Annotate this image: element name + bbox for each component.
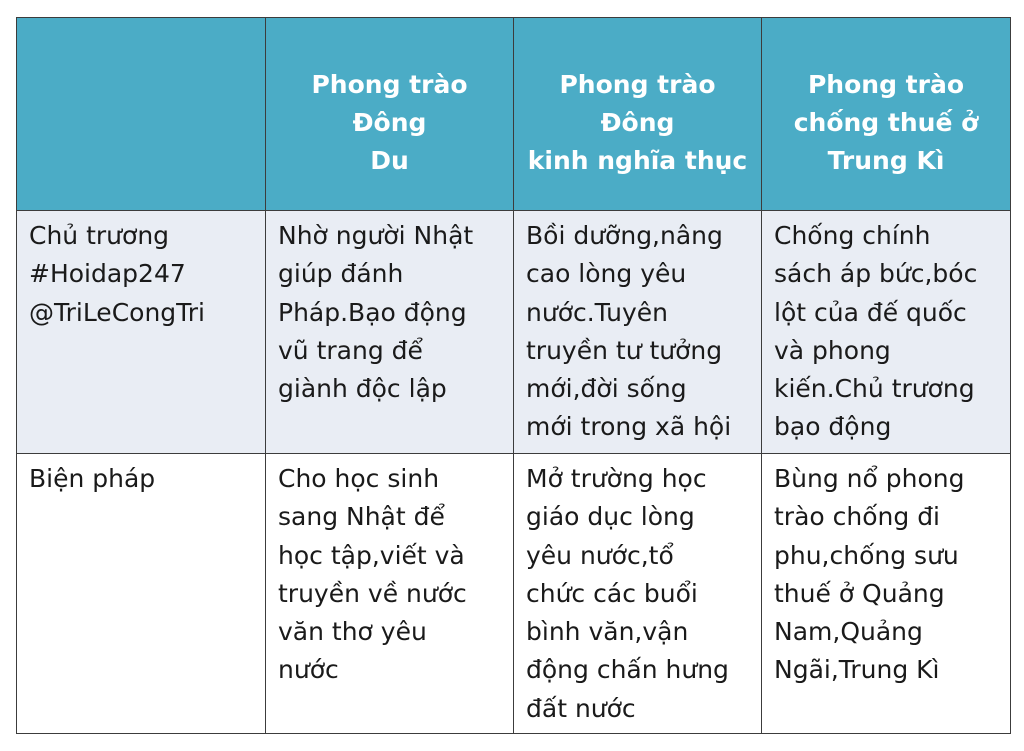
table-row-measures bbox=[17, 454, 1011, 734]
cell-measures-dong-kinh-nghia-thuc: Mở trường học giáo dục lòng yêu nước,tổ chức các buổi bình văn,vận động chấn hưng đất nước bbox=[514, 454, 762, 734]
table-header bbox=[17, 18, 1011, 211]
cell-measures-dong-du: Cho học sinh sang Nhật để học tập,viết và truyền về nước văn thơ yêu nước bbox=[266, 454, 514, 734]
header-cell-empty bbox=[17, 18, 266, 211]
cell-measures-chong-thue: Bùng nổ phong trào chống đi phu,chống sưu thuế ở Quảng Nam,Quảng Ngãi,Trung Kì bbox=[762, 454, 1011, 734]
cell-policy-chong-thue: Chống chính sách áp bức,bóc lột của đế quốc và phong kiến.Chủ trương bạo động bbox=[762, 211, 1011, 454]
cell-policy-dong-du: Nhờ người Nhật giúp đánh Pháp.Bạo động vũ trang để giành độc lập bbox=[266, 211, 514, 454]
header-cell-dong-du: Phong trào Đông Du bbox=[266, 18, 514, 211]
header-row bbox=[17, 18, 1011, 211]
comparison-table bbox=[16, 17, 1011, 734]
header-cell-dong-kinh-nghia-thuc: Phong trào Đông kinh nghĩa thục bbox=[514, 18, 762, 211]
header-cell-chong-thue-trung-ki: Phong trào chống thuế ở Trung Kì bbox=[762, 18, 1011, 211]
row-label-measures: Biện pháp bbox=[17, 454, 266, 734]
cell-policy-dong-kinh-nghia-thuc: Bồi dưỡng,nâng cao lòng yêu nước.Tuyên truyền tư tưởng mới,đời sống mới trong xã hội bbox=[514, 211, 762, 454]
row-label-policy: Chủ trương #Hoidap247 @TriLeCongTri bbox=[17, 211, 266, 454]
table-row-policy bbox=[17, 211, 1011, 454]
table-body bbox=[17, 211, 1011, 734]
